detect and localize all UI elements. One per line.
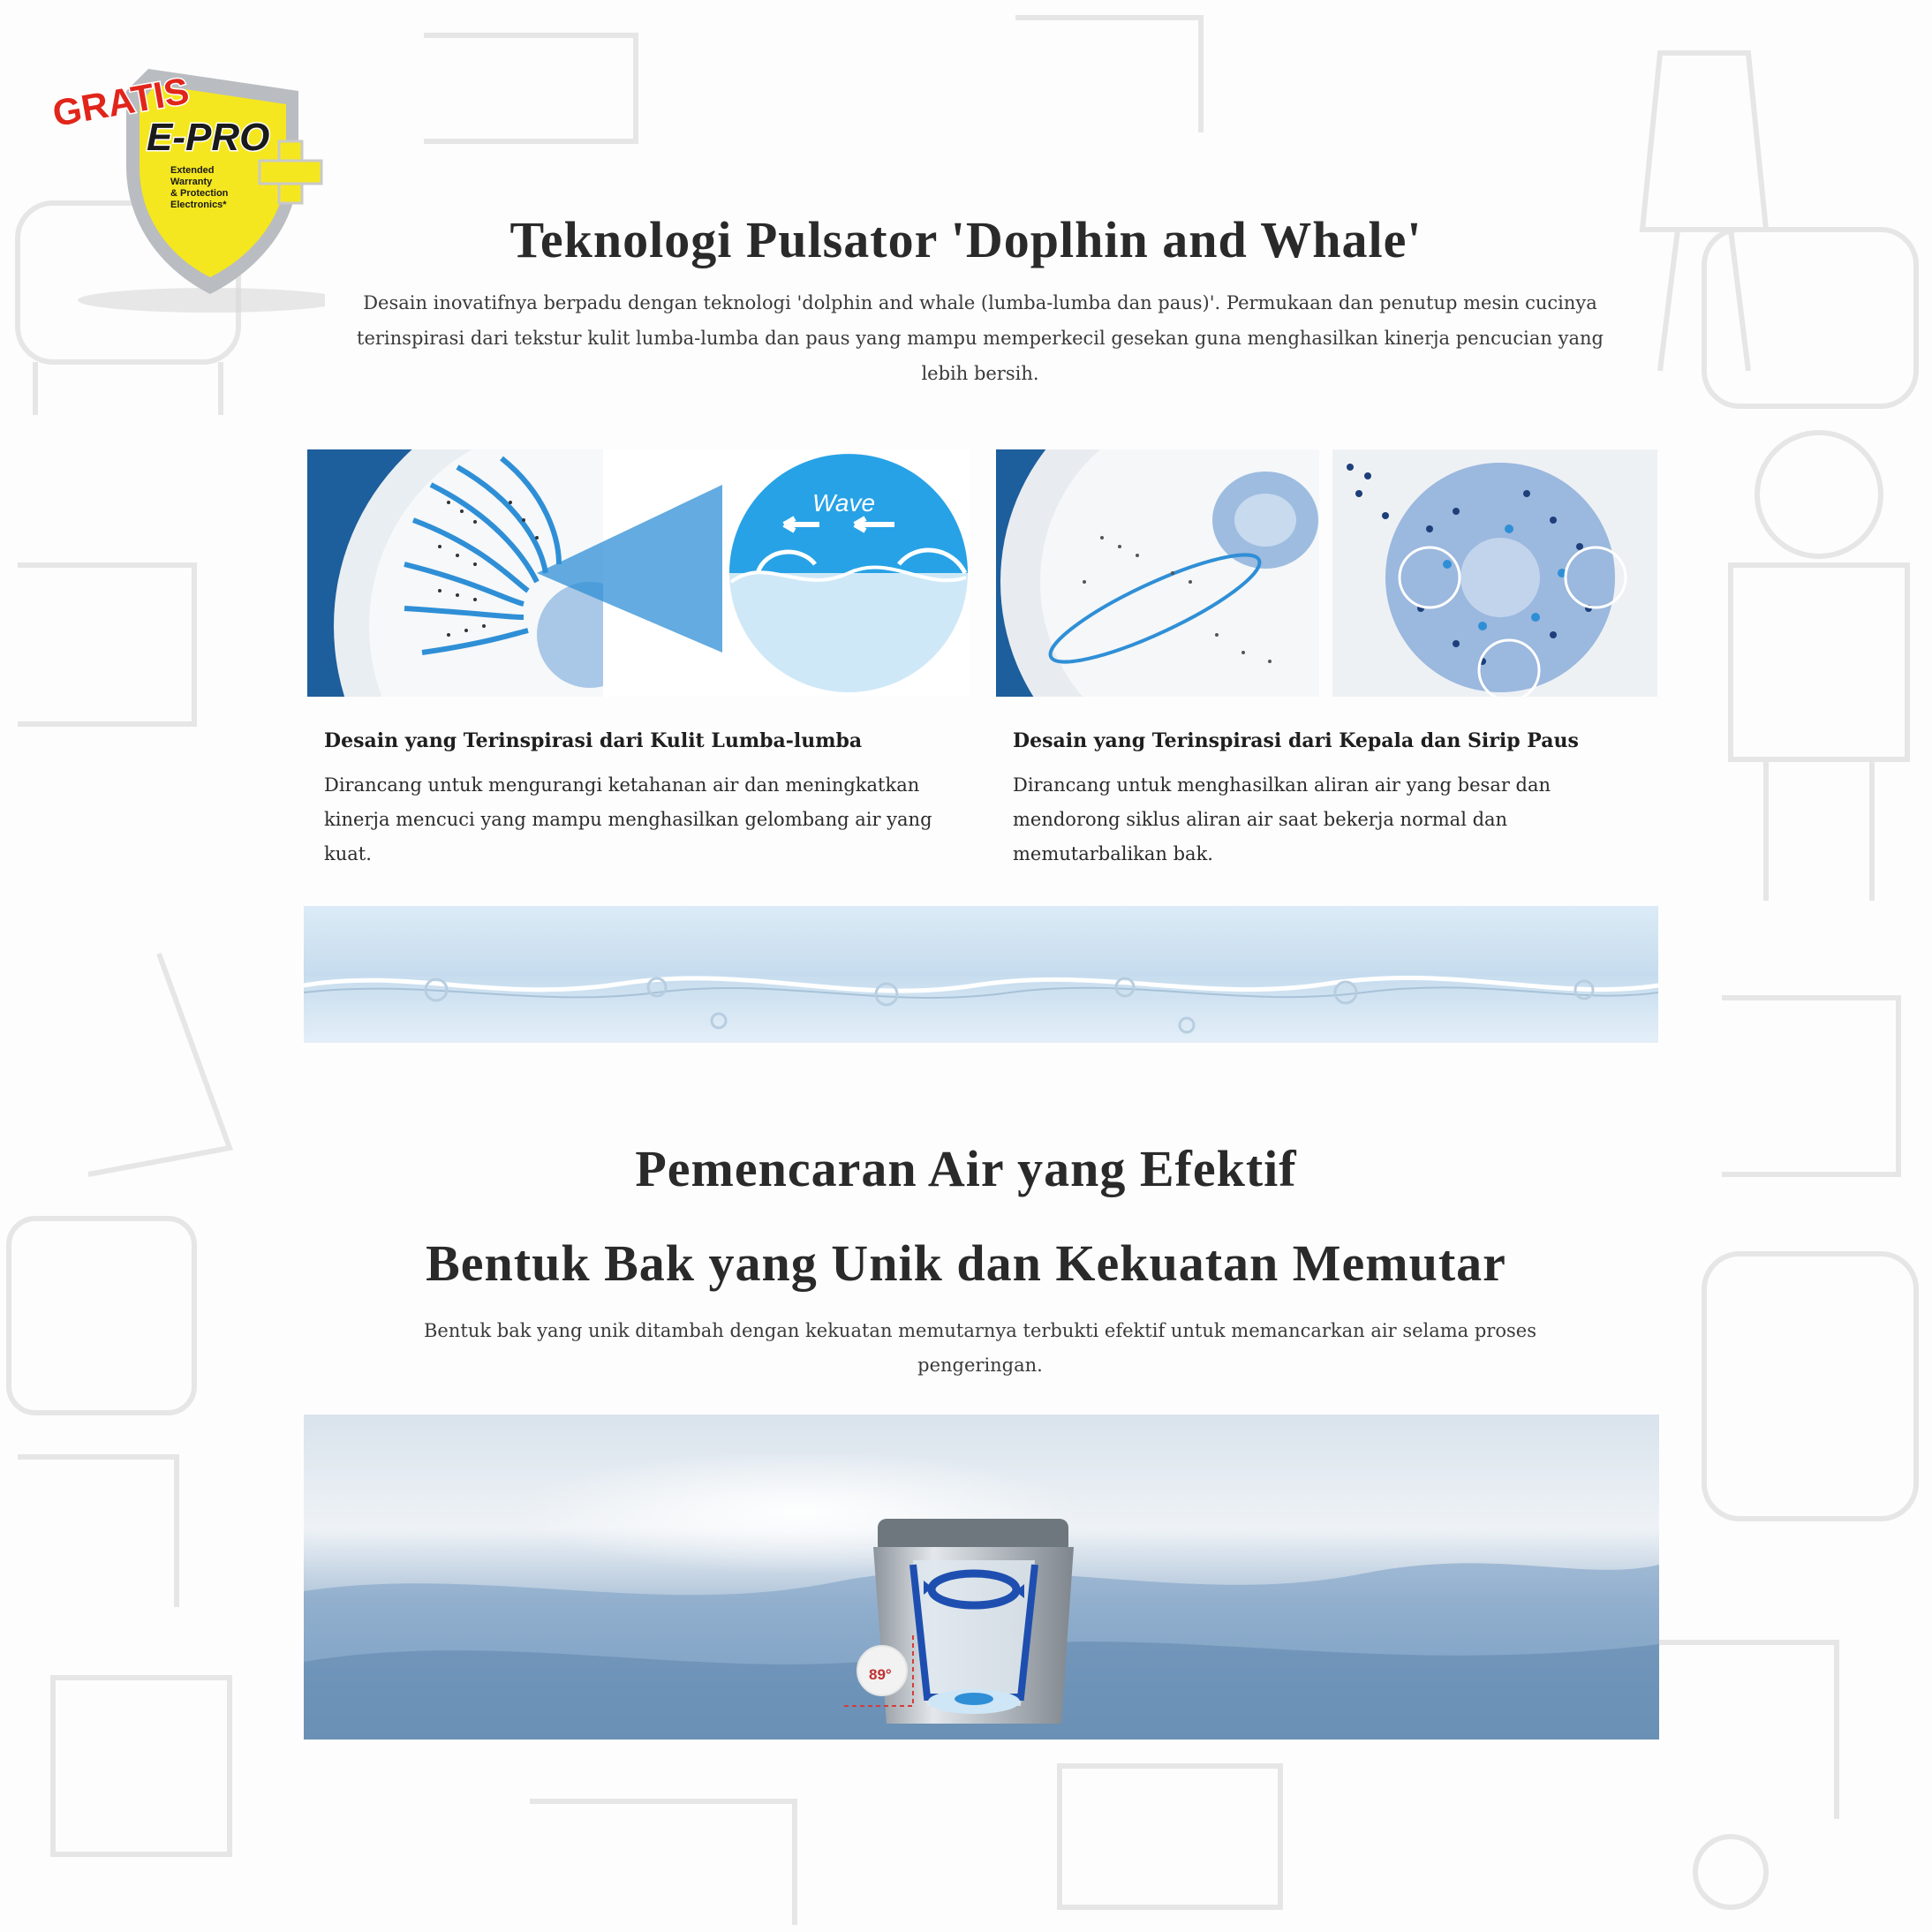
badge-tagline-1: Extended	[170, 165, 215, 176]
feature-whale-title: Desain yang Terinspirasi dari Kepala dan Sirip Paus	[1013, 729, 1579, 752]
badge-tagline-4: Electronics*	[170, 200, 227, 210]
badge-tagline-2: Warranty	[170, 177, 213, 187]
gratis-e-pro-badge	[42, 42, 325, 316]
badge-tagline-3: & Protection	[170, 188, 229, 199]
section-2-description: Bentuk bak yang unik ditambah dengan kekuatan memutarnya terbukti efektif untuk memancarkan air selama proses pengeringan.	[424, 1320, 1536, 1376]
badge-gratis-text: GRATIS	[49, 69, 192, 134]
water-wave-banner	[304, 906, 1658, 1043]
section-1-title: Teknologi Pulsator 'Doplhin and Whale'	[509, 211, 1423, 268]
section-1-description: Desain inovatifnya berpadu dengan teknologi 'dolphin and whale (lumba-lumba dan paus)'. Permukaan dan penutup mesin cucinya terinspirasi dari tekstur kulit lumba-lumba dan paus yang mampu memperkecil gesekan guna menghasilkan kinerja pencucian yang lebih bersih.	[357, 292, 1604, 384]
section-2-subtitle: Bentuk Bak yang Unik dan Kekuatan Memutar	[426, 1234, 1506, 1292]
washing-tub-ocean-image	[304, 1415, 1659, 1740]
feature-dolphin-title: Desain yang Terinspirasi dari Kulit Lumba-lumba	[324, 729, 863, 752]
dolphin-pulsator-image	[307, 449, 970, 697]
angle-label: 89°	[869, 1666, 892, 1683]
section-2-title: Pemencaran Air yang Efektif	[635, 1140, 1297, 1197]
wave-label: Wave	[812, 489, 876, 517]
badge-brand-text: E-PRO	[147, 116, 270, 159]
whale-pulsator-image-right	[1332, 449, 1657, 697]
feature-dolphin-description: Dirancang untuk mengurangi ketahanan air dan meningkatkan kinerja mencuci yang mampu menghasilkan gelombang air yang kuat.	[324, 774, 932, 864]
feature-whale-description: Dirancang untuk menghasilkan aliran air yang besar dan mendorong siklus aliran air saat bekerja normal dan memutarbalikan bak.	[1013, 774, 1551, 864]
whale-pulsator-image-left	[996, 449, 1319, 697]
